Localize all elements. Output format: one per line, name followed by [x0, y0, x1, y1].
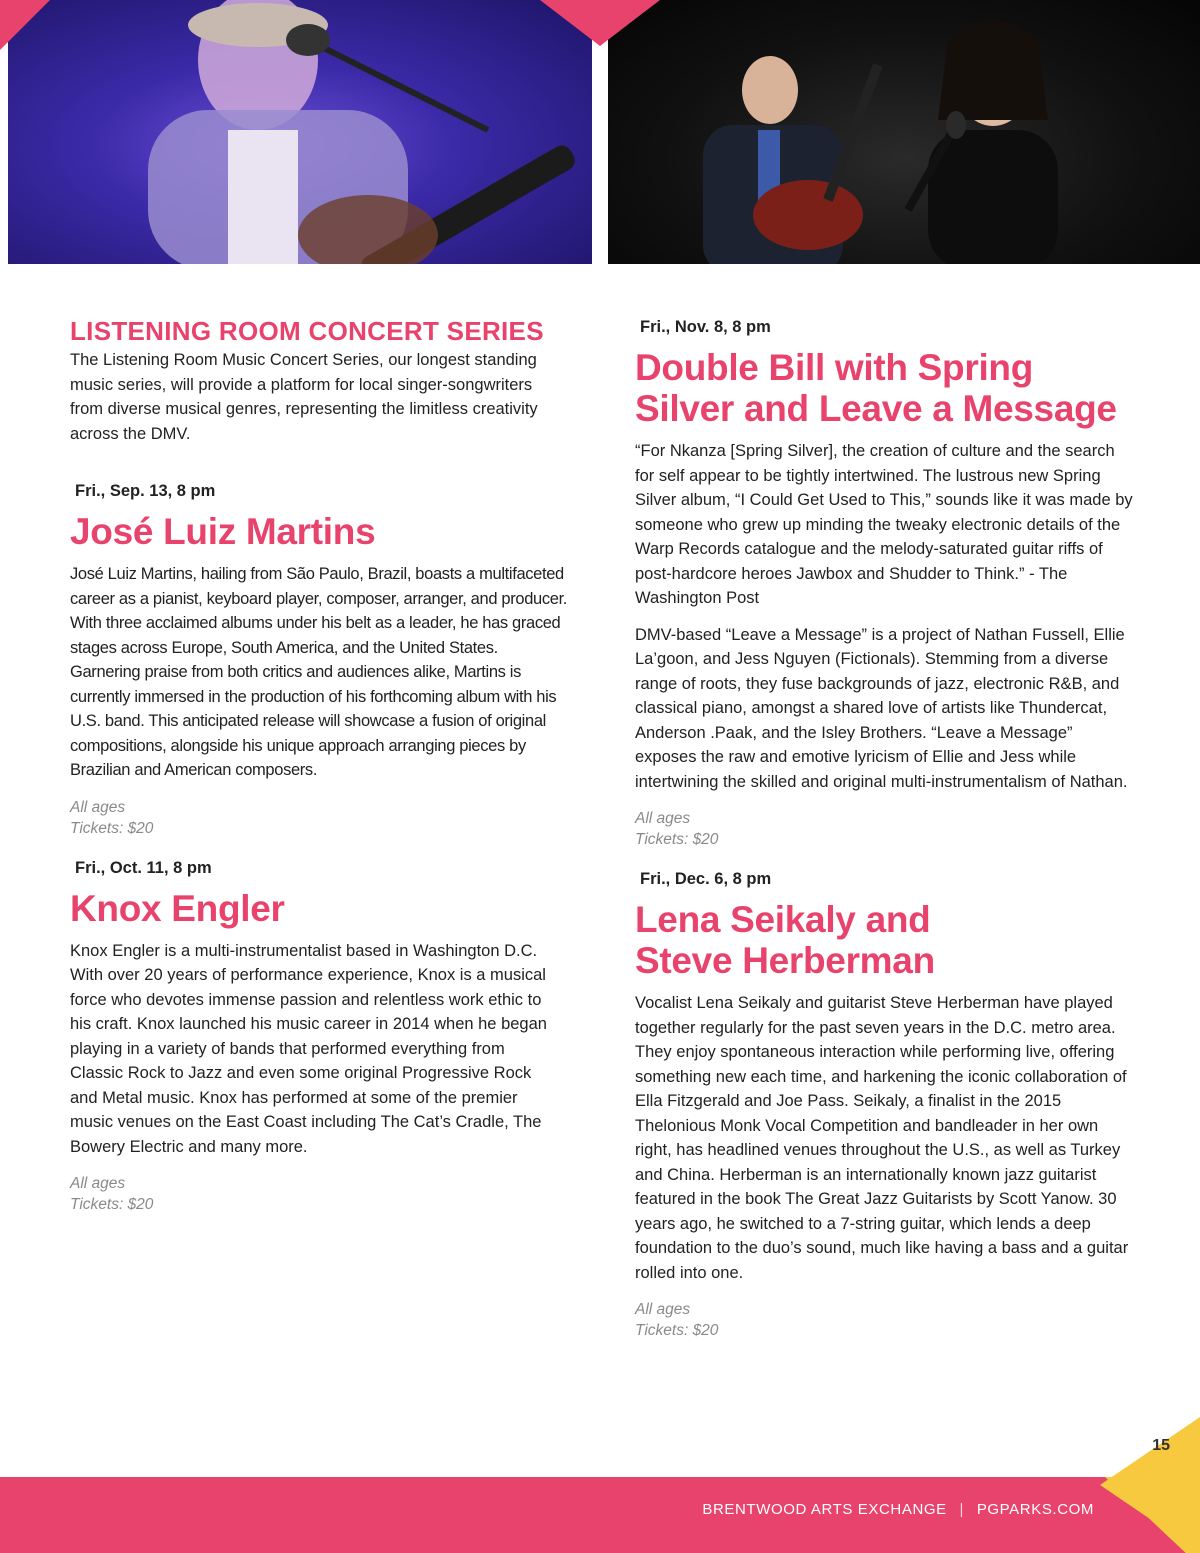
pink-triangle-accent — [540, 0, 660, 46]
event-title: Lena Seikaly and Steve Herberman — [635, 899, 935, 981]
event-description: DMV-based “Leave a Message” is a project of Nathan Fussell, Ellie La’goon, and Jess Nguyen (Fictionals). Stemming from a diverse range of roots, they fuse backgrounds of jazz, electronic R&B, and classical piano, amongst a shared love of artists like Thundercat, Anderson .Paak, and the Isley Brothers. “Leave a Message” exposes the raw and emotive lyricism of Ellie and Jess while intertwining the skilled and original multi-instrumentalism of Nathan. — [635, 625, 1128, 791]
event-ages: All ages — [635, 1301, 691, 1318]
concert-photo-right — [608, 0, 1200, 264]
event-description: Vocalist Lena Seikaly and guitarist Steve Herberman have played together regularly for the past seven years in the D.C. metro area. They enjoy spontaneous interaction while performing live, offering something new each time, and harkening the iconic collaboration of Ella Fitzgerald and Joe Pass. Seikaly, a finalist in the 2015 Thelonious Monk Vocal Competition and bandleader in her own right, has headlined venues throughout the U.S., as well as Turkey and China. Herberman is an internationally known jazz guitarist featured in the book The Great Jazz Guitarists by Scott Yanow. 30 years ago, he switched to a 7-string guitar, which lends a deep foundation to the duo’s sound, much like having a bass and a guitar rolled into one. — [635, 994, 1129, 1282]
event-description: José Luiz Martins, hailing from São Paulo, Brazil, boasts a multifaceted career as a pianist, keyboard player, composer, arranger, and producer. With three acclaimed albums under his belt as a leader, he has graced stages across Europe, South America, and the United States. Garnering praise from both critics and audiences alike, Martins is currently immersed in the production of his forthcoming album with his U.S. band. This anticipated release will showcase a fusion of original compositions, alongside his unique approach arranging pieces by Brazilian and American composers. — [70, 565, 568, 779]
event-block — [70, 480, 570, 839]
event-date: Fri., Nov. 8, 8 pm — [640, 318, 771, 336]
duo-performers-illustration — [608, 0, 1200, 264]
event-ages: All ages — [70, 1175, 126, 1192]
series-title: LISTENING ROOM CONCERT SERIES — [70, 316, 544, 346]
concert-photo-left — [8, 0, 592, 264]
event-description: Knox Engler is a multi-instrumentalist based in Washington D.C. With over 20 years of performance experience, Knox is a musical force who devotes immense passion and relentless work ethic to his craft. Knox launched his music career in 2014 when he began playing in a variety of bands that performed everything from Classic Rock to Jazz and even some original Progressive Rock and Metal music. Knox has performed at some of the premier music venues on the East Coast including The Cat’s Cradle, The Bowery Electric and many more. — [70, 941, 547, 1156]
event-date: Fri., Sep. 13, 8 pm — [75, 482, 216, 500]
footer-separator: | — [959, 1501, 965, 1518]
right-column — [635, 316, 1135, 1341]
footer-credits — [702, 1501, 1094, 1518]
event-block — [635, 868, 1135, 1341]
left-column — [70, 316, 570, 1215]
event-block — [635, 316, 1135, 850]
singer-guitarist-illustration — [8, 0, 592, 264]
footer-website-link[interactable]: PGPARKS.COM — [976, 1501, 1094, 1518]
event-title: Double Bill with Spring Silver and Leave a Message — [635, 347, 1117, 429]
event-block — [70, 857, 570, 1216]
event-ages: All ages — [70, 798, 126, 816]
event-ages: All ages — [635, 810, 691, 827]
series-description: The Listening Room Music Concert Series, our longest standing music series, will provide a platform for local singer-songwriters from diverse musical genres, representing the limitless creativity across the DMV. — [70, 351, 538, 443]
event-date: Fri., Dec. 6, 8 pm — [640, 870, 772, 888]
event-tickets: Tickets: $20 — [70, 819, 154, 837]
pink-corner-accent — [0, 0, 50, 50]
page-number: 15 — [1152, 1437, 1170, 1454]
event-title: Knox Engler — [70, 887, 285, 929]
event-tickets: Tickets: $20 — [70, 1196, 154, 1213]
event-tickets: Tickets: $20 — [635, 831, 719, 848]
event-description: “For Nkanza [Spring Silver], the creation of culture and the search for self appear to be tightly intertwined. The lustrous new Spring Silver album, “I Could Get Used to This,” sounds like it was made by someone who grew up minding the tweaky electronic details of the Warp Records catalogue and the melody-saturated guitar riffs of post-hardcore heroes Jawbox and Shudder to Think.” - The Washington Post — [635, 442, 1133, 607]
footer-org: BRENTWOOD ARTS EXCHANGE — [702, 1501, 947, 1518]
event-tickets: Tickets: $20 — [635, 1322, 719, 1339]
event-date: Fri., Oct. 11, 8 pm — [75, 858, 212, 877]
event-title: José Luiz Martins — [70, 511, 376, 552]
